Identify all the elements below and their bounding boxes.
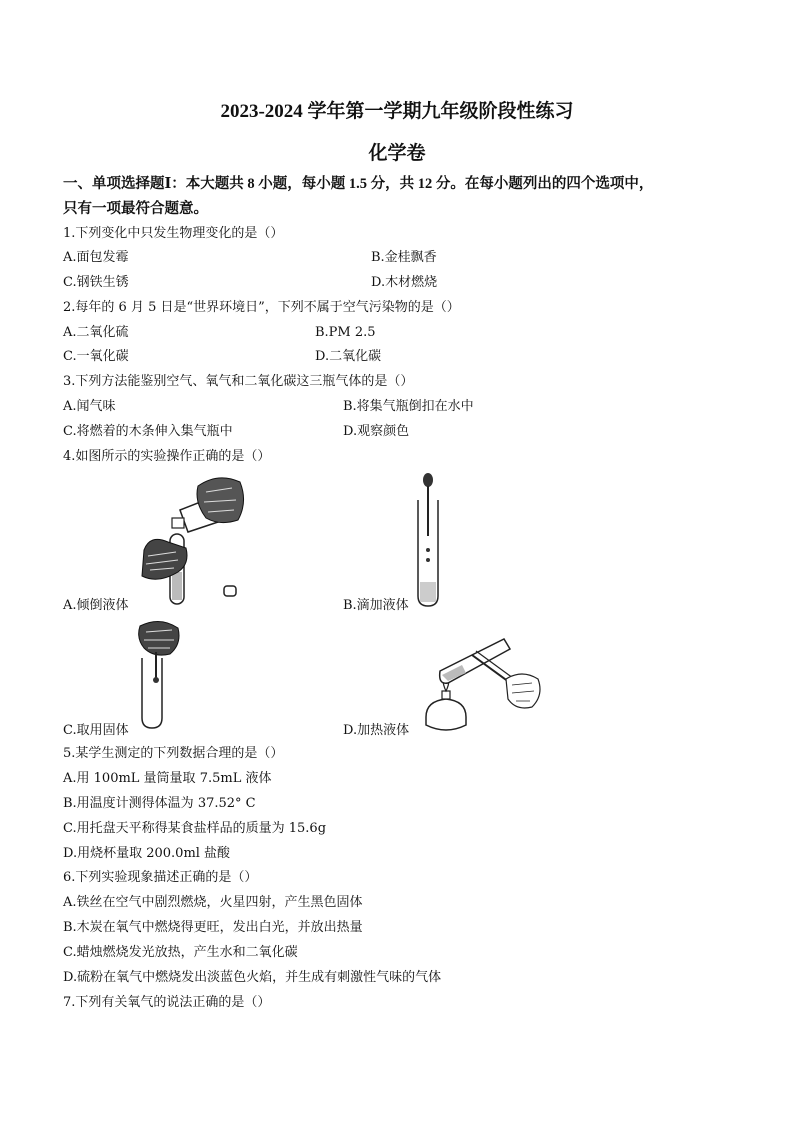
question-4-option-a: A.倾倒液体 (63, 598, 129, 613)
question-4-option-c: C.取用固体 (63, 723, 129, 738)
question-1-option-b: B.金桂飘香 (371, 250, 437, 265)
question-1-option-d: D.木材燃烧 (371, 275, 438, 290)
question-5-option-d: D.用烧杯量取 200.0ml 盐酸 (63, 846, 231, 861)
section-heading-line1: 一、单项选择题Ⅰ：本大题共 8 小题，每小题 1.5 分，共 12 分。在每小题列出的四个选项中， (63, 176, 654, 192)
question-1-option-a: A.面包发霉 (63, 250, 129, 265)
question-4-option-b: B.滴加液体 (343, 598, 409, 613)
question-2-stem: 2.每年的 6 月 5 日是“世界环境日”，下列不属于空气污染物的是（） (63, 300, 460, 315)
question-2-option-b: B.PM 2.5 (315, 325, 376, 340)
pouring-liquid-figure (128, 472, 258, 612)
question-4-stem: 4.如图所示的实验操作正确的是（） (63, 449, 271, 464)
heating-liquid-figure (412, 625, 552, 740)
question-1-stem: 1.下列变化中只发生物理变化的是（） (63, 226, 284, 241)
dropping-liquid-figure (408, 470, 448, 610)
question-3-stem: 3.下列方法能鉴别空气、氧气和二氧化碳这三瓶气体的是（） (63, 374, 414, 389)
section-heading-line2: 只有一项最符合题意。 (63, 201, 208, 217)
question-2-option-d: D.二氧化碳 (315, 349, 382, 364)
question-6-option-c: C.蜡烛燃烧发光放热，产生水和二氧化碳 (63, 945, 298, 960)
question-4-option-d: D.加热液体 (343, 723, 410, 738)
question-5-stem: 5.某学生测定的下列数据合理的是（） (63, 746, 284, 761)
question-6-stem: 6.下列实验现象描述正确的是（） (63, 870, 258, 885)
question-3-option-b: B.将集气瓶倒扣在水中 (343, 399, 474, 414)
question-5-option-c: C.用托盘天平称得某食盐样品的质量为 15.6g (63, 821, 327, 836)
question-2-option-a: A.二氧化硫 (63, 325, 129, 340)
question-6-option-a: A.铁丝在空气中剧烈燃烧，火星四射，产生黑色固体 (63, 895, 363, 910)
question-3-option-a: A.闻气味 (63, 399, 116, 414)
question-5-option-a: A.用 100mL 量筒量取 7.5mL 液体 (63, 771, 272, 786)
question-3-option-d: D.观察颜色 (343, 424, 410, 439)
question-5-option-b: B.用温度计测得体温为 37.52° C (63, 796, 256, 811)
question-6-option-b: B.木炭在氧气中燃烧得更旺，发出白光，并放出热量 (63, 920, 363, 935)
taking-solid-figure (130, 618, 190, 733)
question-3-option-c: C.将燃着的木条伸入集气瓶中 (63, 424, 233, 439)
question-6-option-d: D.硫粉在氧气中燃烧发出淡蓝色火焰，并生成有刺激性气味的气体 (63, 970, 442, 985)
question-1-option-c: C.钢铁生锈 (63, 275, 129, 290)
page-subtitle: 化学卷 (368, 143, 426, 164)
question-7-stem: 7.下列有关氧气的说法正确的是（） (63, 995, 271, 1010)
page-title: 2023-2024 学年第一学期九年级阶段性练习 (220, 101, 574, 122)
question-2-option-c: C.一氧化碳 (63, 349, 129, 364)
